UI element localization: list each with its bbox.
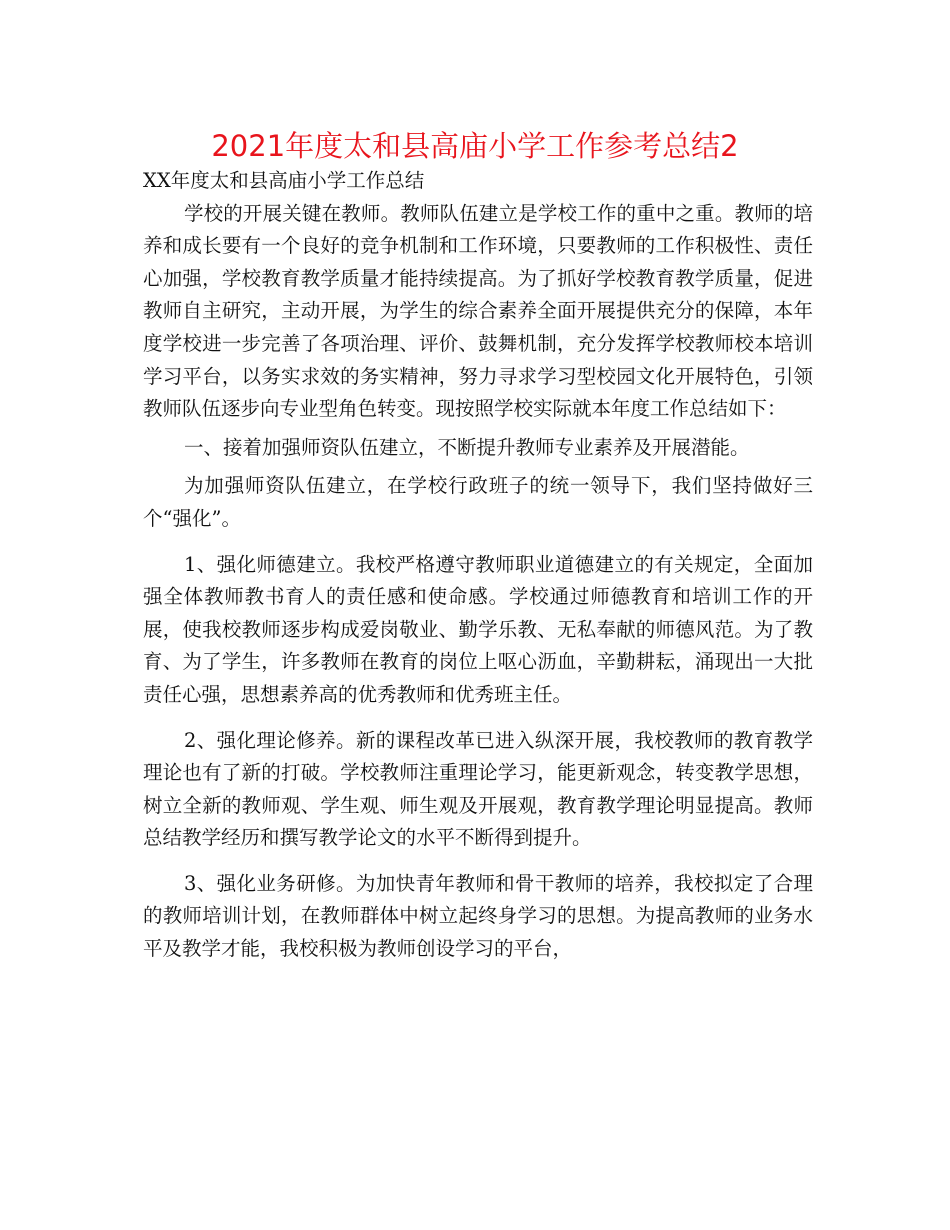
document-title: 2021年度太和县高庙小学工作参考总结2 [211,129,739,163]
document-subtitle: XX年度太和县高庙小学工作总结 [143,169,425,192]
paragraph-intro: 学校的开展关键在教师。教师队伍建立是学校工作的重中之重。教师的培养和成长要有一个良好的竞争机制和工作环境，只要教师的工作积极性、责任心加强，学校教育教学质量才能持续提高。为了抓好学校教育教学质量，促进教师自主研究，主动开展，为学生的综合素养全面开展提供充分的保障，本年度学校进一步完善了各项治理、评价、鼓舞机制，充分发挥学校教师校本培训学习平台，以务实求效的务实精神，努力寻求学习型校园文化开展特色，引领教师队伍逐步向专业型角色转变。现按照学校实际就本年度工作总结如下： [143,201,813,421]
paragraph-item-1: 1、强化师德建立。我校严格遵守教师职业道德建立的有关规定，全面加强全体教师教书育人的责任感和使命感。学校通过师德教育和培训工作的开展，使我校教师逐步构成爱岗敬业、勤学乐教、无私奉献的师德风范。为了教育、为了学生，许多教师在教育的岗位上呕心沥血，辛勤耕耘，涌现出一大批责任心强，思想素养高的优秀教师和优秀班主任。 [143,552,813,706]
document-body [143,165,813,966]
paragraph-section-1: 为加强师资队伍建立，在学校行政班子的统一领导下，我们坚持做好三个“强化”。 [143,474,813,530]
paragraph-item-2: 2、强化理论修养。新的课程改革已进入纵深开展，我校教师的教育教学理论也有了新的打破。学校教师注重理论学习，能更新观念，转变教学思想，树立全新的教师观、学生观、师生观及开展观，教育教学理论明显提高。教师总结教学经历和撰写教学论文的水平不断得到提升。 [143,728,813,850]
paragraph-item-3: 3、强化业务研修。为加快青年教师和骨干教师的培养，我校拟定了合理的教师培训计划，在教师群体中树立起终身学习的思想。为提高教师的业务水平及教学才能，我校积极为教师创设学习的平台， [143,871,813,961]
section-heading-1: 一、接着加强师资队伍建立，不断提升教师专业素养及开展潜能。 [183,435,750,459]
